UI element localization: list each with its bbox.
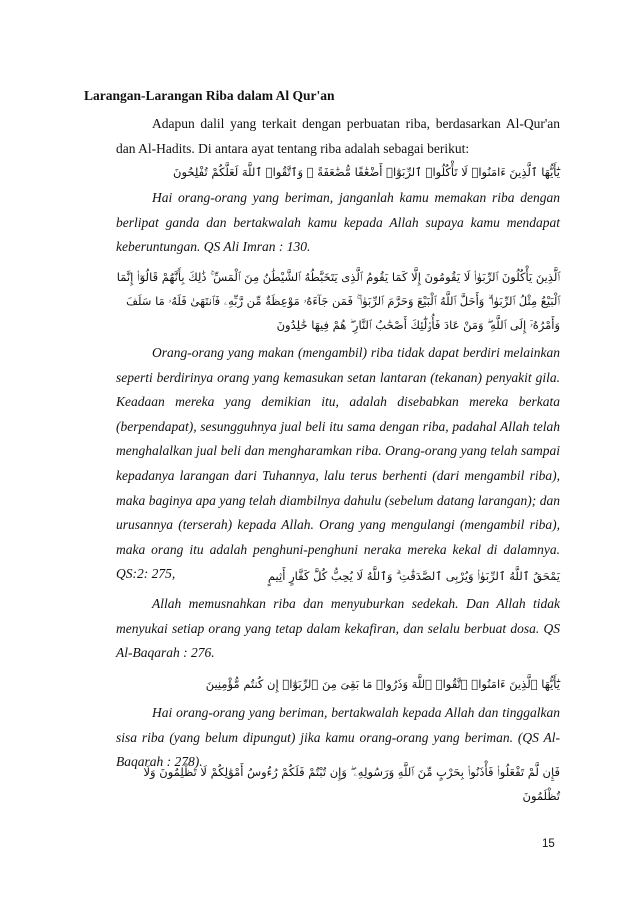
verse-4-arabic: يَٰٓأَيُّهَا ٱلَّذِينَ ءَامَنُوا۟ ٱتَّقُوا۟ ٱللَّهَ وَذَرُوا۟ مَا بَقِىَ مِنَ ٱلرِّبَوٰٓا۟ إِن كُنتُم مُّؤْمِنِينَ xyxy=(205,677,560,691)
verse-2-translation-text: Orang-orang yang makan (mengambil) riba tidak dapat berdiri melainkan seperti berdirinya orang yang kemasukan setan lantaran (tekanan) penyakit gila. Keadaan mereka yang demikian itu, adalah disebabkan mereka berkata (berpendapat), sesungguhnya jual beli itu sama dengan riba, padahal Allah telah menghalalkan jual beli dan mengharamkan riba. Orang-orang yang telah sampai kepadanya larangan dari Tuhannya, lalu terus berhenti (dari mengambil riba), maka baginya apa yang telah diambilnya dahulu (sebelum datang larangan); dan urusannya (terserah) kepada Allah. Orang yang mengulangi (mengambil riba), maka orang itu adalah penghuni-penghuni neraka mereka kekal di dalamnya. QS:2: 275, xyxy=(116,345,560,582)
verse-2-arabic: ٱلَّذِينَ يَأْكُلُونَ ٱلرِّبَوٰا۟ لَا يَقُومُونَ إِلَّا كَمَا يَقُومُ ٱلَّذِى يَتَخَبَّطُهُ ٱلشَّيْطَٰنُ مِنَ ٱلْمَسِّ ۚ ذَٰلِكَ بِأَنَّهُمْ قَالُوٓا۟ إِنَّمَا ٱلْبَيْعُ مِثْلُ ٱلرِّبَوٰا۟ ۗ وَأَحَلَّ ٱللَّهُ ٱلْبَيْعَ وَحَرَّمَ ٱلرِّبَوٰا۟ ۚ فَمَن جَآءَهُۥ مَوْعِظَةٌ مِّن رَّبِّهِۦ فَٱنتَهَىٰ فَلَهُۥ مَا سَلَفَ وَأَمْرُهُۥٓ إِلَى ٱللَّهِ ۖ وَمَنْ عَادَ فَأُو۟لَٰٓئِكَ أَصْحَٰبُ ٱلنَّارِ ۖ هُمْ فِيهَا خَٰلِدُونَ xyxy=(116,270,560,332)
page-number: 15 xyxy=(542,838,555,850)
verse-1-arabic: يَٰٓأَيُّهَا ٱلَّذِينَ ءَامَنُوا۟ لَا تَأْكُلُوا۟ ٱلرِّبَوٰٓا۟ أَضْعَٰفًا مُّضَٰعَفَةً ۖ وَٱتَّقُوا۟ ٱللَّهَ لَعَلَّكُمْ تُفْلِحُونَ xyxy=(173,165,560,179)
intro-text: Adapun dalil yang terkait dengan perbuatan riba, berdasarkan Al-Qur'an dan Al-Hadits. Di antara ayat tentang riba adalah sebagai berikut: xyxy=(116,116,560,156)
verse-3-arabic: يَمْحَقُ ٱللَّهُ ٱلرِّبَوٰا۟ وَيُرْبِى ٱلصَّدَقَٰتِ ۗ وَٱللَّهُ لَا يُحِبُّ كُلَّ كَفَّارٍ أَثِيمٍ xyxy=(267,569,560,583)
verse-1-translation-text: Hai orang-orang yang beriman, janganlah kamu memakan riba dengan berlipat ganda dan bertakwalah kamu kepada Allah supaya kamu mendapat keberuntungan. QS Ali Imran : 130. xyxy=(116,190,560,255)
verse-1-translation xyxy=(116,186,560,260)
verse-3-translation-text: Allah memusnahkan riba dan menyuburkan sedekah. Dan Allah tidak menyukai setiap orang yang tetap dalam kekafiran, dan selalu berbuat dosa. QS Al-Baqarah : 276. xyxy=(116,596,560,661)
section-title: Larangan-Larangan Riba dalam Al Qur'an xyxy=(84,88,335,103)
intro-paragraph xyxy=(116,112,560,161)
verse-3-translation xyxy=(116,592,560,666)
verse-2-translation xyxy=(116,341,560,587)
verse-4-translation-text: Hai orang-orang yang beriman, bertakwalah kepada Allah dan tinggalkan sisa riba (yang belum dipungut) jika kamu orang-orang yang beriman. (QS Al-Baqarah : 278). xyxy=(116,705,560,770)
verse-5-arabic: فَإِن لَّمْ تَفْعَلُوا۟ فَأْذَنُوا۟ بِحَرْبٍ مِّنَ ٱللَّهِ وَرَسُولِهِۦ ۖ وَإِن تُبْتُمْ فَلَكُمْ رُءُوسُ أَمْوَٰلِكُمْ لَا تَظْلِمُونَ وَلَا تُظْلَمُونَ xyxy=(143,765,560,803)
